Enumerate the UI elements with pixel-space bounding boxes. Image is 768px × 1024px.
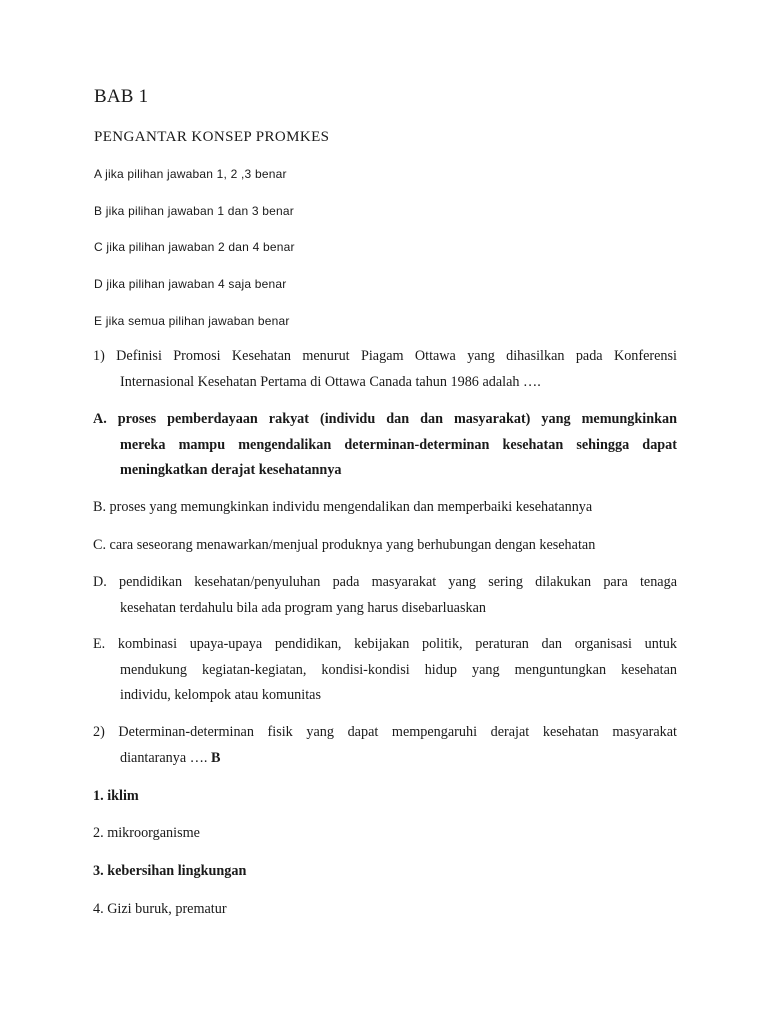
option-text: mendukung kegiatan-kegiatan, kondisi-kondisi hidup yang menguntungkan kesehatan [120, 661, 677, 678]
option-c: C. cara seseorang menawarkan/menjual produknya yang berhubungan dengan kesehatan [93, 537, 596, 553]
option-e [93, 632, 677, 709]
option-d [93, 570, 677, 621]
option-b: B. proses yang memungkinkan individu mengendalikan dan memperbaiki kesehatannya [93, 499, 593, 515]
option-text: A. proses pemberdayaan rakyat (individu dan dan masyarakat) yang memungkinkan [93, 411, 677, 427]
q2-item: 2. mikroorganisme [93, 825, 200, 841]
option-text: mereka mampu mengendalikan determinan-determinan kesehatan sehingga dapat [120, 436, 677, 453]
option-text: kesehatan terdahulu bila ada program yang harus disebarluaskan [120, 599, 486, 616]
question-text-line [93, 746, 677, 772]
option-text: E. kombinasi upaya-upaya pendidikan, kebijakan politik, peraturan dan organisasi untuk [93, 636, 677, 652]
option-text: individu, kelompok atau komunitas [120, 687, 321, 703]
chapter-heading: BAB 1 [94, 86, 149, 107]
answer-key-line: C jika pilihan jawaban 2 dan 4 benar [94, 240, 295, 254]
question-text: Internasional Kesehatan Pertama di Ottawa Canada tahun 1986 adalah …. [120, 373, 541, 390]
question-1 [93, 344, 677, 395]
question-text: 2) Determinan-determinan fisik yang dapat mempengaruhi derajat kesehatan masyarakat [93, 724, 677, 740]
option-text: D. pendidikan kesehatan/penyuluhan pada masyarakat yang sering dilakukan para tenaga [93, 574, 677, 590]
answer-key-line: E jika semua pilihan jawaban benar [94, 314, 290, 328]
option-a-correct [93, 407, 677, 484]
chapter-subtitle: PENGANTAR KONSEP PROMKES [94, 129, 330, 145]
option-text: meningkatkan derajat kesehatannya [120, 462, 342, 478]
q2-item-correct: 1. iklim [93, 788, 139, 804]
q2-item: 4. Gizi buruk, prematur [93, 901, 227, 917]
q2-item-correct: 3. kebersihan lingkungan [93, 863, 247, 879]
question-text: diantaranya …. [120, 749, 208, 766]
answer-key-line: B jika pilihan jawaban 1 dan 3 benar [94, 204, 295, 218]
question-2 [93, 720, 677, 771]
answer-letter: B [211, 749, 221, 766]
answer-key-line: A jika pilihan jawaban 1, 2 ,3 benar [94, 167, 287, 181]
question-text: 1) Definisi Promosi Kesehatan menurut Piagam Ottawa yang dihasilkan pada Konferensi [93, 348, 677, 364]
answer-key-line: D jika pilihan jawaban 4 saja benar [94, 277, 287, 291]
